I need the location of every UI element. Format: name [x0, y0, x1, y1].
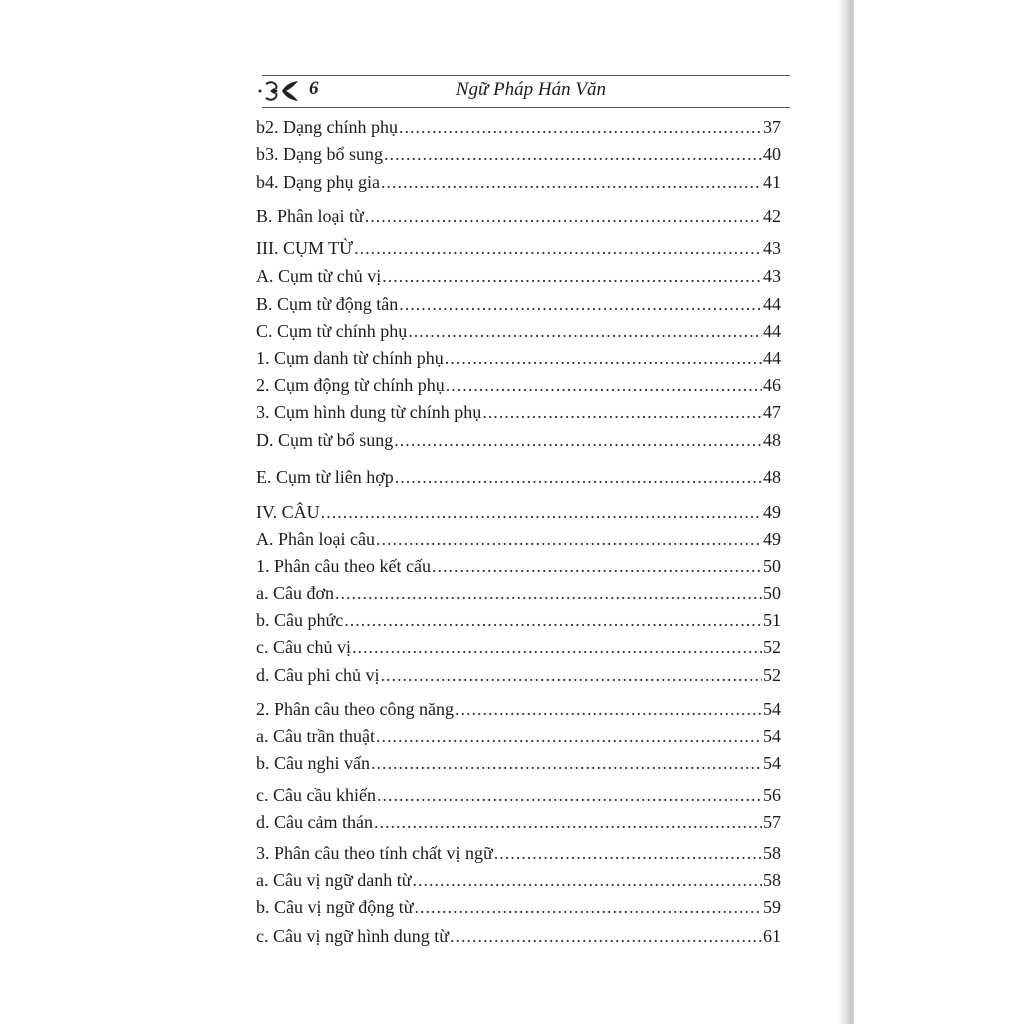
toc-entry-label: B. Phân loại từ [256, 206, 364, 226]
toc-entry [256, 528, 781, 550]
dot-leader [376, 528, 762, 550]
dot-leader [445, 347, 762, 369]
dot-leader [374, 811, 762, 833]
toc-entry-label: A. Cụm từ chủ vị [256, 266, 382, 286]
toc-entry-page: 46 [763, 375, 781, 395]
dot-leader [381, 171, 762, 193]
dot-leader [394, 429, 762, 451]
toc-entry-page: 41 [763, 172, 781, 192]
toc-entry [256, 374, 781, 396]
toc-entry [256, 347, 781, 369]
toc-entry-label: b4. Dạng phụ gia [256, 172, 380, 192]
toc-entry-page: 61 [763, 926, 781, 946]
toc-entry-label: a. Câu vị ngữ danh từ [256, 870, 412, 890]
toc-entry [256, 636, 781, 658]
toc-entry-page: 58 [763, 870, 781, 890]
toc-entry [256, 752, 781, 774]
page-edge-shadow [838, 0, 854, 1024]
header-bottom-rule [262, 107, 790, 108]
toc-entry-page: 44 [763, 321, 781, 341]
dot-leader [344, 609, 762, 631]
running-title: Ngữ Pháp Hán Văn [455, 79, 606, 100]
toc-entry [256, 811, 781, 833]
toc-entry [256, 582, 781, 604]
toc-entry-label: 1. Cụm danh từ chính phụ [256, 348, 444, 368]
toc-entry [256, 466, 781, 488]
toc-entry-page: 47 [763, 402, 781, 422]
toc-entry-label: a. Câu trần thuật [256, 726, 375, 746]
dot-leader [395, 466, 762, 488]
toc-entry-page: 44 [763, 294, 781, 314]
toc-entry [256, 143, 781, 165]
toc-entry-page: 52 [763, 665, 781, 685]
toc-entry-page: 49 [763, 529, 781, 549]
toc-entry-label: c. Câu cầu khiến [256, 785, 376, 805]
dot-leader [382, 265, 762, 287]
dot-leader [384, 143, 762, 165]
toc-entry [256, 501, 781, 523]
toc-entry-page: 42 [763, 206, 781, 226]
toc-entry [256, 555, 781, 577]
toc-entry-page: 43 [763, 266, 781, 286]
toc-entry-label: A. Phân loại câu [256, 529, 375, 549]
dot-leader [432, 555, 762, 577]
dot-leader [399, 293, 762, 315]
toc-entry-label: c. Câu chủ vị [256, 637, 351, 657]
toc-entry [256, 237, 781, 259]
dot-leader [321, 501, 762, 523]
toc-entry-label: 2. Phân câu theo công năng [256, 699, 454, 719]
ornament-icon [256, 80, 300, 102]
toc-entry [256, 698, 781, 720]
toc-entry-label: a. Câu đơn [256, 583, 335, 603]
dot-leader [455, 698, 762, 720]
toc-entry-label: c. Câu vị ngữ hình dung từ [256, 926, 449, 946]
toc-entry [256, 664, 781, 686]
toc-entry [256, 784, 781, 806]
dot-leader [377, 784, 762, 806]
toc-entry-page: 49 [763, 502, 781, 522]
toc-entry [256, 401, 781, 423]
toc-entry-page: 58 [763, 843, 781, 863]
toc-entry-page: 56 [763, 785, 781, 805]
toc-entry [256, 896, 781, 918]
dot-leader [399, 116, 762, 138]
dot-leader [415, 896, 762, 918]
toc-entry-label: d. Câu cảm thán [256, 812, 373, 832]
toc-entry-page: 37 [763, 117, 781, 137]
toc-entry-page: 59 [763, 897, 781, 917]
dot-leader [413, 869, 763, 891]
toc-entry-label: III. CỤM TỪ [256, 238, 354, 258]
dot-leader [365, 205, 762, 227]
dot-leader [482, 401, 762, 423]
toc-entry-page: 44 [763, 348, 781, 368]
toc-entry-label: IV. CÂU [256, 502, 320, 522]
dot-leader [376, 725, 762, 747]
toc-entry-label: 1. Phân câu theo kết cấu [256, 556, 431, 576]
dot-leader [381, 664, 763, 686]
toc-entry-label: 2. Cụm động từ chính phụ [256, 375, 445, 395]
toc-entry-label: d. Câu phi chủ vị [256, 665, 380, 685]
toc-entry [256, 609, 781, 631]
toc-entry [256, 320, 781, 342]
toc-entry-label: D. Cụm từ bổ sung [256, 430, 394, 450]
toc-entry-page: 48 [763, 430, 781, 450]
toc-entry-page: 52 [763, 637, 781, 657]
dot-leader [494, 842, 762, 864]
toc-entry-page: 54 [763, 726, 781, 746]
dot-leader [450, 925, 762, 947]
toc-entry-page: 54 [763, 699, 781, 719]
toc-entry [256, 869, 781, 891]
toc-entry [256, 925, 781, 947]
toc-entry-label: b. Câu phức [256, 610, 344, 630]
dot-leader [371, 752, 762, 774]
toc-entry-page: 48 [763, 467, 781, 487]
toc-entry-page: 51 [763, 610, 781, 630]
toc-entry [256, 842, 781, 864]
toc-entry [256, 293, 781, 315]
toc-entry [256, 725, 781, 747]
toc-entry-label: b. Câu vị ngữ động từ [256, 897, 414, 917]
toc-entry [256, 265, 781, 287]
toc-entry-label: 3. Phân câu theo tính chất vị ngữ [256, 843, 493, 863]
toc-entry-page: 57 [763, 812, 781, 832]
toc-entry-page: 40 [763, 144, 781, 164]
page-number: 6 [309, 78, 319, 99]
toc-entry [256, 429, 781, 451]
dot-leader [446, 374, 762, 396]
dot-leader [352, 636, 762, 658]
toc-entry-page: 50 [763, 583, 781, 603]
dot-leader [408, 320, 762, 342]
dot-leader [354, 237, 762, 259]
toc-entry-page: 50 [763, 556, 781, 576]
toc-entry [256, 171, 781, 193]
toc-entry-page: 54 [763, 753, 781, 773]
header-top-rule [262, 75, 790, 76]
dot-leader [335, 582, 762, 604]
toc-entry-label: b3. Dạng bổ sung [256, 144, 383, 164]
toc-entry [256, 116, 781, 138]
toc-entry-page: 43 [763, 238, 781, 258]
toc-entry-label: B. Cụm từ động tân [256, 294, 399, 314]
toc-entry-label: E. Cụm từ liên hợp [256, 467, 394, 487]
toc-entry-label: C. Cụm từ chính phụ [256, 321, 408, 341]
toc-entry-label: b. Câu nghi vấn [256, 753, 370, 773]
toc-entry-label: b2. Dạng chính phụ [256, 117, 398, 137]
toc-entry-label: 3. Cụm hình dung từ chính phụ [256, 402, 482, 422]
toc-entry [256, 205, 781, 227]
